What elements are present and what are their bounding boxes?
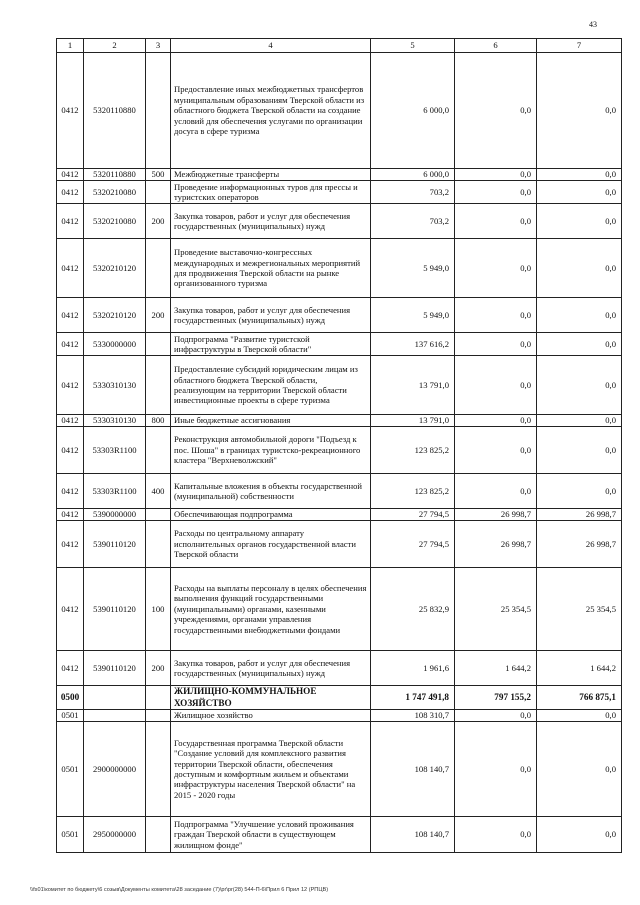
section-code-cell: 0412 — [57, 521, 84, 568]
header-cell: 6 — [455, 39, 537, 53]
section-code-cell: 0412 — [57, 509, 84, 521]
amount-year3-cell: 0,0 — [537, 710, 622, 722]
amount-year1-cell: 123 825,2 — [371, 474, 455, 509]
section-code-cell: 0412 — [57, 474, 84, 509]
section-code-cell: 0500 — [57, 686, 84, 710]
item-name-cell: Закупка товаров, работ и услуг для обеспечения государственных (муниципальных) нужд — [171, 298, 371, 333]
target-code-cell: 5320110880 — [84, 169, 146, 181]
table-row — [57, 521, 622, 568]
item-name-cell: Иные бюджетные ассигнования — [171, 415, 371, 427]
amount-year1-cell: 1 961,6 — [371, 651, 455, 686]
target-code-cell: 53303R1100 — [84, 474, 146, 509]
table-row — [57, 298, 622, 333]
amount-year1-cell: 27 794,5 — [371, 509, 455, 521]
amount-year2-cell: 0,0 — [455, 817, 537, 853]
table-row — [57, 239, 622, 298]
amount-year1-cell: 25 832,9 — [371, 568, 455, 651]
section-code-cell: 0412 — [57, 333, 84, 356]
target-code-cell: 5330310130 — [84, 415, 146, 427]
amount-year1-cell: 108 140,7 — [371, 817, 455, 853]
target-code-cell: 5330000000 — [84, 333, 146, 356]
section-code-cell: 0412 — [57, 169, 84, 181]
expense-type-cell: 100 — [146, 568, 171, 651]
header-cell: 1 — [57, 39, 84, 53]
amount-year2-cell: 0,0 — [455, 53, 537, 169]
header-cell: 5 — [371, 39, 455, 53]
amount-year3-cell: 766 875,1 — [537, 686, 622, 710]
expense-type-cell: 400 — [146, 474, 171, 509]
target-code-cell: 5390110120 — [84, 521, 146, 568]
expense-type-cell — [146, 710, 171, 722]
item-name-cell: Подпрограмма "Улучшение условий проживания граждан Тверской области в существующем жилищном фонде" — [171, 817, 371, 853]
amount-year1-cell: 5 949,0 — [371, 298, 455, 333]
table-row — [57, 415, 622, 427]
header-cell: 2 — [84, 39, 146, 53]
amount-year3-cell: 0,0 — [537, 427, 622, 474]
header-cell: 7 — [537, 39, 622, 53]
target-code-cell: 5320210080 — [84, 181, 146, 204]
section-code-cell: 0412 — [57, 427, 84, 474]
amount-year1-cell: 13 791,0 — [371, 356, 455, 415]
target-code-cell: 53303R1100 — [84, 427, 146, 474]
section-code-cell: 0412 — [57, 53, 84, 169]
expense-type-cell — [146, 817, 171, 853]
amount-year2-cell: 0,0 — [455, 722, 537, 817]
amount-year1-cell: 6 000,0 — [371, 169, 455, 181]
target-code-cell: 5320210120 — [84, 239, 146, 298]
table-row — [57, 333, 622, 356]
amount-year2-cell: 0,0 — [455, 169, 537, 181]
amount-year1-cell: 1 747 491,8 — [371, 686, 455, 710]
expense-type-cell — [146, 509, 171, 521]
table-row — [57, 651, 622, 686]
target-code-cell: 2950000000 — [84, 817, 146, 853]
amount-year1-cell: 108 310,7 — [371, 710, 455, 722]
amount-year2-cell: 0,0 — [455, 239, 537, 298]
amount-year2-cell: 26 998,7 — [455, 521, 537, 568]
table-header — [57, 39, 622, 53]
table-row — [57, 568, 622, 651]
target-code-cell — [84, 686, 146, 710]
amount-year3-cell: 26 998,7 — [537, 509, 622, 521]
amount-year1-cell: 703,2 — [371, 204, 455, 239]
item-name-cell: Обеспечивающая подпрограмма — [171, 509, 371, 521]
expense-type-cell — [146, 333, 171, 356]
table-row — [57, 204, 622, 239]
table-row — [57, 427, 622, 474]
footer-file-path: \\fs01\комитет по бюджету\6 созыв\Документы комитета\28 заседание (7)\pr\pr(28) 544-П-6\Прил 6 Прил 12 (РПЦВ) — [30, 887, 329, 893]
amount-year1-cell: 137 616,2 — [371, 333, 455, 356]
section-code-cell: 0412 — [57, 568, 84, 651]
expense-type-cell: 800 — [146, 415, 171, 427]
expense-type-cell — [146, 53, 171, 169]
amount-year2-cell: 25 354,5 — [455, 568, 537, 651]
amount-year2-cell: 1 644,2 — [455, 651, 537, 686]
target-code-cell: 5320210080 — [84, 204, 146, 239]
header-cell: 4 — [171, 39, 371, 53]
table-row — [57, 474, 622, 509]
item-name-cell: Предоставление субсидий юридическим лицам из областного бюджета Тверской области, реализующим на территории Тверской области инвестиционные проекты в сфере туризма — [171, 356, 371, 415]
expense-type-cell — [146, 521, 171, 568]
amount-year3-cell: 0,0 — [537, 474, 622, 509]
target-code-cell: 5320110880 — [84, 53, 146, 169]
expense-type-cell — [146, 427, 171, 474]
expense-type-cell — [146, 181, 171, 204]
amount-year1-cell: 123 825,2 — [371, 427, 455, 474]
target-code-cell: 5330310130 — [84, 356, 146, 415]
item-name-cell: Капитальные вложения в объекты государственной (муниципальной) собственности — [171, 474, 371, 509]
amount-year2-cell: 0,0 — [455, 427, 537, 474]
table-row — [57, 53, 622, 169]
expense-type-cell — [146, 356, 171, 415]
section-code-cell: 0412 — [57, 415, 84, 427]
target-code-cell: 5390110120 — [84, 568, 146, 651]
amount-year1-cell: 6 000,0 — [371, 53, 455, 169]
target-code-cell: 5390000000 — [84, 509, 146, 521]
item-name-cell: Закупка товаров, работ и услуг для обеспечения государственных (муниципальных) нужд — [171, 651, 371, 686]
target-code-cell: 2900000000 — [84, 722, 146, 817]
amount-year1-cell: 5 949,0 — [371, 239, 455, 298]
target-code-cell — [84, 710, 146, 722]
amount-year3-cell: 0,0 — [537, 181, 622, 204]
section-code-cell: 0501 — [57, 710, 84, 722]
amount-year3-cell: 26 998,7 — [537, 521, 622, 568]
amount-year2-cell: 0,0 — [455, 181, 537, 204]
amount-year2-cell: 26 998,7 — [455, 509, 537, 521]
amount-year1-cell: 13 791,0 — [371, 415, 455, 427]
expense-type-cell — [146, 686, 171, 710]
target-code-cell: 5320210120 — [84, 298, 146, 333]
amount-year3-cell: 0,0 — [537, 169, 622, 181]
amount-year3-cell: 0,0 — [537, 204, 622, 239]
expense-type-cell — [146, 239, 171, 298]
amount-year2-cell: 0,0 — [455, 333, 537, 356]
table-body — [57, 53, 622, 853]
amount-year2-cell: 0,0 — [455, 298, 537, 333]
item-name-cell: Предоставление иных межбюджетных трансфертов муниципальным образованиям Тверской области из областного бюджета Тверской области на создание условий для обеспечения услугами по организации досуга в сфере туризма — [171, 53, 371, 169]
section-code-cell: 0501 — [57, 817, 84, 853]
expense-type-cell: 200 — [146, 651, 171, 686]
table-row — [57, 169, 622, 181]
amount-year3-cell: 0,0 — [537, 356, 622, 415]
table-row — [57, 181, 622, 204]
expense-type-cell — [146, 722, 171, 817]
budget-table — [56, 38, 622, 853]
item-name-cell: Подпрограмма "Развитие туристской инфраструктуры в Тверской области" — [171, 333, 371, 356]
item-name-cell: Государственная программа Тверской области "Создание условий для комплексного развития территории Тверской области, обеспечения доступным и комфортным жильем и объектами инфраструктуры населения Тверской области" на 2015 - 2020 годы — [171, 722, 371, 817]
section-code-cell: 0412 — [57, 239, 84, 298]
amount-year3-cell: 0,0 — [537, 333, 622, 356]
amount-year1-cell: 703,2 — [371, 181, 455, 204]
section-code-cell: 0412 — [57, 356, 84, 415]
amount-year3-cell: 25 354,5 — [537, 568, 622, 651]
amount-year2-cell: 0,0 — [455, 415, 537, 427]
amount-year3-cell: 1 644,2 — [537, 651, 622, 686]
amount-year2-cell: 0,0 — [455, 474, 537, 509]
amount-year1-cell: 108 140,7 — [371, 722, 455, 817]
item-name-cell: Реконструкция автомобильной дороги "Подъезд к пос. Шоша" в границах туристско-рекреационного кластера "Верхневолжский" — [171, 427, 371, 474]
section-code-cell: 0412 — [57, 181, 84, 204]
section-code-cell: 0412 — [57, 204, 84, 239]
header-cell: 3 — [146, 39, 171, 53]
amount-year2-cell: 0,0 — [455, 710, 537, 722]
item-name-cell: Межбюджетные трансферты — [171, 169, 371, 181]
item-name-cell: Закупка товаров, работ и услуг для обеспечения государственных (муниципальных) нужд — [171, 204, 371, 239]
table-row — [57, 722, 622, 817]
expense-type-cell: 500 — [146, 169, 171, 181]
amount-year3-cell: 0,0 — [537, 817, 622, 853]
table-row — [57, 710, 622, 722]
section-code-cell: 0412 — [57, 651, 84, 686]
amount-year2-cell: 0,0 — [455, 204, 537, 239]
expense-type-cell: 200 — [146, 204, 171, 239]
amount-year2-cell: 797 155,2 — [455, 686, 537, 710]
section-code-cell: 0501 — [57, 722, 84, 817]
item-name-cell: Жилищное хозяйство — [171, 710, 371, 722]
table-row — [57, 356, 622, 415]
item-name-cell: Проведение выставочно-конгрессных международных и межрегиональных мероприятий для продвижения Тверской области на рынке организованного туризма — [171, 239, 371, 298]
expense-type-cell: 200 — [146, 298, 171, 333]
page-number: 43 — [589, 20, 597, 29]
table-row — [57, 509, 622, 521]
item-name-cell: ЖИЛИЩНО-КОММУНАЛЬНОЕ ХОЗЯЙСТВО — [171, 686, 371, 710]
amount-year1-cell: 27 794,5 — [371, 521, 455, 568]
item-name-cell: Проведение информационных туров для прессы и туристских операторов — [171, 181, 371, 204]
amount-year3-cell: 0,0 — [537, 239, 622, 298]
amount-year2-cell: 0,0 — [455, 356, 537, 415]
table-row — [57, 817, 622, 853]
amount-year3-cell: 0,0 — [537, 53, 622, 169]
amount-year3-cell: 0,0 — [537, 298, 622, 333]
table-row — [57, 686, 622, 710]
target-code-cell: 5390110120 — [84, 651, 146, 686]
item-name-cell: Расходы на выплаты персоналу в целях обеспечения выполнения функций государственными (муниципальными) органами, казенными учреждениями, органами управления государственными внебюджетными фондами — [171, 568, 371, 651]
amount-year3-cell: 0,0 — [537, 415, 622, 427]
item-name-cell: Расходы по центральному аппарату исполнительных органов государственной власти Тверской области — [171, 521, 371, 568]
amount-year3-cell: 0,0 — [537, 722, 622, 817]
section-code-cell: 0412 — [57, 298, 84, 333]
